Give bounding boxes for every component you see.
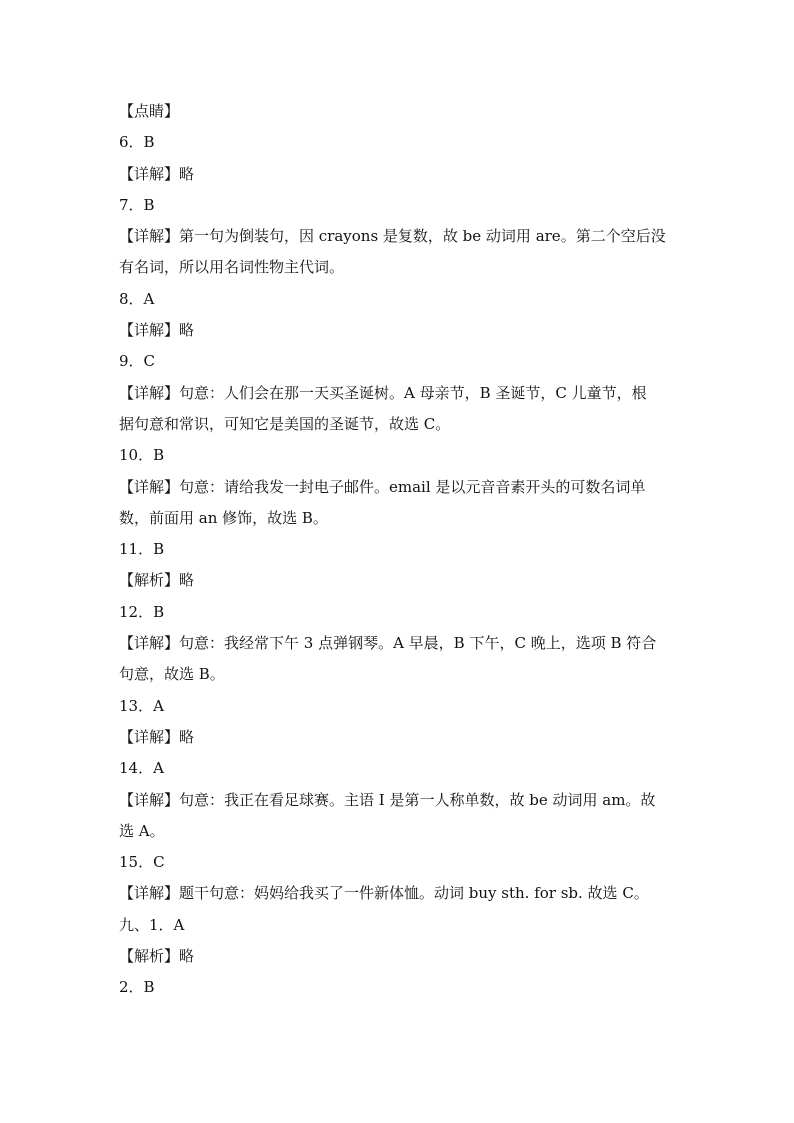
answer-10: 10．B bbox=[119, 446, 165, 465]
explanation-9-line-2: 据句意和常识，可知它是美国的圣诞节，故选 C。 bbox=[119, 414, 451, 433]
answer-14: 14．A bbox=[119, 759, 164, 778]
explanation-6: 【详解】略 bbox=[119, 164, 195, 183]
answer-6: 6．B bbox=[119, 133, 155, 152]
explanation-7-line-2: 有名词，所以用名词性物主代词。 bbox=[119, 258, 345, 277]
explanation-14-line-2: 选 A。 bbox=[119, 821, 165, 840]
explanation-12-line-1: 【详解】句意：我经常下午 3 点弹钢琴。A 早晨，B 下午，C 晚上，选项 B 符合 bbox=[119, 634, 657, 653]
answer-8: 8．A bbox=[119, 289, 155, 308]
explanation-12-line-2: 句意，故选 B。 bbox=[119, 665, 225, 684]
answer-9: 9．C bbox=[119, 352, 156, 371]
section-9-answer-2: 2．B bbox=[119, 978, 155, 997]
section-9-explanation-1: 【解析】略 bbox=[119, 947, 195, 966]
answer-15: 15．C bbox=[119, 853, 165, 872]
answer-7: 7．B bbox=[119, 195, 155, 214]
explanation-15: 【详解】题干句意：妈妈给我买了一件新体恤。动词 buy sth. for sb. 故选 C。 bbox=[119, 884, 649, 903]
answer-13: 13．A bbox=[119, 696, 164, 715]
explanation-9-line-1: 【详解】句意：人们会在那一天买圣诞树。A 母亲节，B 圣诞节，C 儿童节，根 bbox=[119, 383, 647, 402]
explanation-8: 【详解】略 bbox=[119, 321, 195, 340]
section-9-answer-1: 九、1．A bbox=[119, 915, 185, 934]
answer-11: 11．B bbox=[119, 540, 165, 559]
answer-12: 12．B bbox=[119, 602, 165, 621]
explanation-10-line-2: 数，前面用 an 修饰，故选 B。 bbox=[119, 508, 328, 527]
explanation-14-line-1: 【详解】句意：我正在看足球赛。主语 I 是第一人称单数，故 be 动词用 am。故 bbox=[119, 790, 656, 809]
answer-explanations bbox=[119, 96, 679, 1004]
explanation-13: 【详解】略 bbox=[119, 727, 195, 746]
annotation-heading: 【点睛】 bbox=[119, 102, 180, 120]
explanation-7-line-1: 【详解】第一句为倒装句，因 crayons 是复数，故 be 动词用 are。第二个空后没 bbox=[119, 227, 666, 246]
explanation-11: 【解析】略 bbox=[119, 571, 195, 590]
explanation-10-line-1: 【详解】句意：请给我发一封电子邮件。email 是以元音音素开头的可数名词单 bbox=[119, 477, 646, 496]
